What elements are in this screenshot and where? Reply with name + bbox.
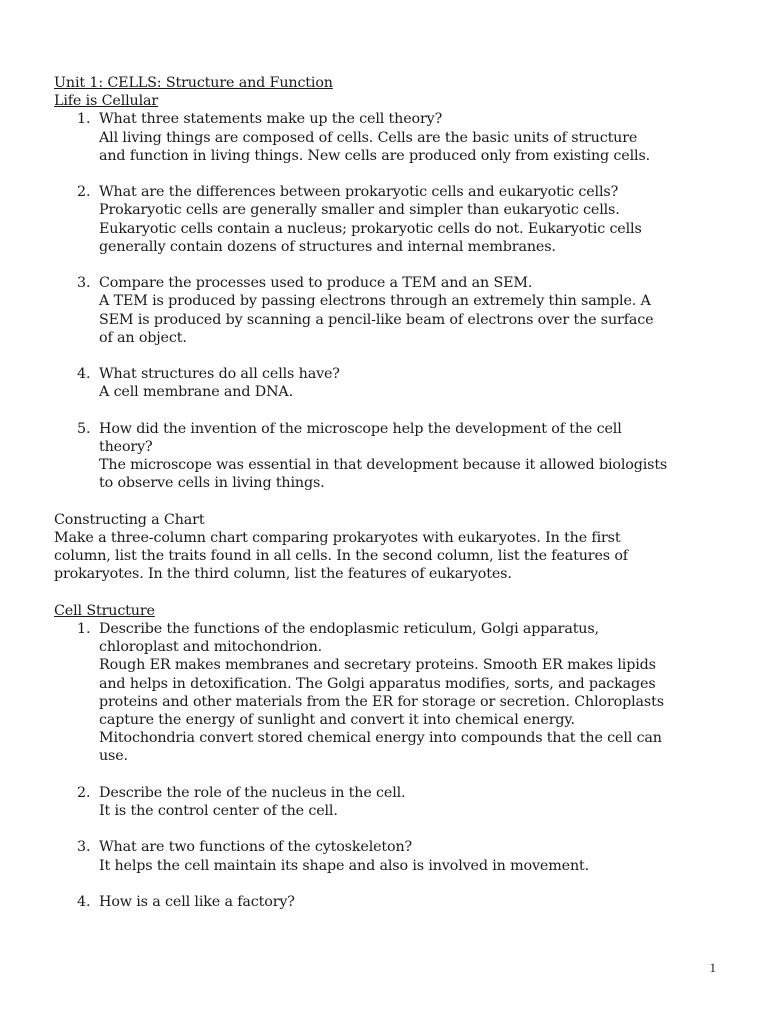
question-number: 3. — [77, 839, 91, 856]
answer-text: Prokaryotic cells are generally smaller and simpler than eukaryotic cells. — [99, 202, 620, 219]
spacer — [54, 584, 722, 602]
answer-text: Rough ER makes membranes and secretary proteins. Smooth ER makes lipids — [99, 657, 656, 674]
question-item — [54, 620, 722, 766]
question-number: 5. — [77, 420, 91, 437]
answer-text: of an object. — [99, 329, 187, 346]
answer-text: SEM is produced by scanning a pencil-like beam of electrons over the surface — [99, 311, 654, 328]
question-number: 4. — [77, 894, 91, 910]
section-heading-life-is-cellular: Life is Cellular — [54, 93, 159, 110]
question-text: How is a cell like a factory? — [99, 894, 295, 910]
answer-text: use. — [99, 748, 128, 765]
question-item — [54, 110, 722, 165]
answer-text: and function in living things. New cells are produced only from existing cells. — [99, 147, 651, 164]
answer-text: All living things are composed of cells. Cells are the basic units of structure — [99, 129, 638, 146]
question-text: What three statements make up the cell theory? — [99, 111, 443, 128]
question-text: Compare the processes used to produce a TEM and an SEM. — [99, 275, 533, 292]
question-text: chloroplast and mitochondrion. — [99, 639, 323, 656]
question-text: What are two functions of the cytoskeleton? — [99, 839, 413, 856]
question-number: 4. — [77, 366, 91, 383]
question-item — [54, 183, 722, 256]
question-text: What are the differences between prokaryotic cells and eukaryotic cells? — [99, 184, 619, 201]
answer-text: and helps in detoxification. The Golgi apparatus modifies, sorts, and packages — [99, 675, 656, 692]
question-text: Describe the functions of the endoplasmic reticulum, Golgi apparatus, — [99, 621, 599, 637]
question-text: What structures do all cells have? — [99, 366, 340, 383]
question-number: 2. — [77, 184, 91, 201]
section-heading-constructing-chart: Constructing a Chart — [54, 511, 205, 528]
answer-text: Mitochondria convert stored chemical energy into compounds that the cell can — [99, 730, 662, 747]
life-is-cellular-questions — [54, 110, 722, 492]
answer-text: proteins and other materials from the ER for storage or secretion. Chloroplasts — [99, 693, 664, 710]
section-heading-cell-structure: Cell Structure — [54, 602, 155, 619]
answer-text: capture the energy of sunlight and convert it into chemical energy. — [99, 712, 575, 729]
question-number: 1. — [77, 621, 91, 637]
question-text: Describe the role of the nucleus in the cell. — [99, 784, 406, 801]
answer-text: to observe cells in living things. — [99, 475, 325, 492]
question-text: How did the invention of the microscope help the development of the cell — [99, 420, 622, 437]
answer-text: Eukaryotic cells contain a nucleus; prokaryotic cells do not. Eukaryotic cells — [99, 220, 642, 237]
question-number: 1. — [77, 111, 91, 128]
question-item — [54, 784, 722, 820]
question-text: theory? — [99, 439, 153, 455]
question-item — [54, 893, 722, 911]
document-title: Unit 1: CELLS: Structure and Function — [54, 75, 333, 91]
page-number: 1 — [709, 960, 716, 975]
question-number: 2. — [77, 784, 91, 801]
paragraph-line: prokaryotes. In the third column, list the features of eukaryotes. — [54, 566, 512, 583]
question-item — [54, 274, 722, 347]
answer-text: It is the control center of the cell. — [99, 803, 338, 820]
document-page — [54, 74, 722, 911]
question-item — [54, 365, 722, 401]
question-item — [54, 420, 722, 493]
answer-text: A TEM is produced by passing electrons through an extremely thin sample. A — [99, 293, 651, 310]
paragraph-line: Make a three-column chart comparing prokaryotes with eukaryotes. In the first — [54, 530, 621, 546]
question-number: 3. — [77, 275, 91, 292]
answer-text: generally contain dozens of structures and internal membranes. — [99, 238, 556, 255]
question-item — [54, 838, 722, 874]
answer-text: The microscope was essential in that development because it allowed biologists — [99, 457, 668, 474]
answer-text: A cell membrane and DNA. — [99, 384, 293, 401]
spacer — [54, 493, 722, 511]
paragraph-line: column, list the traits found in all cells. In the second column, list the features of — [54, 548, 628, 565]
cell-structure-questions — [54, 620, 722, 911]
answer-text: It helps the cell maintain its shape and also is involved in movement. — [99, 857, 589, 874]
